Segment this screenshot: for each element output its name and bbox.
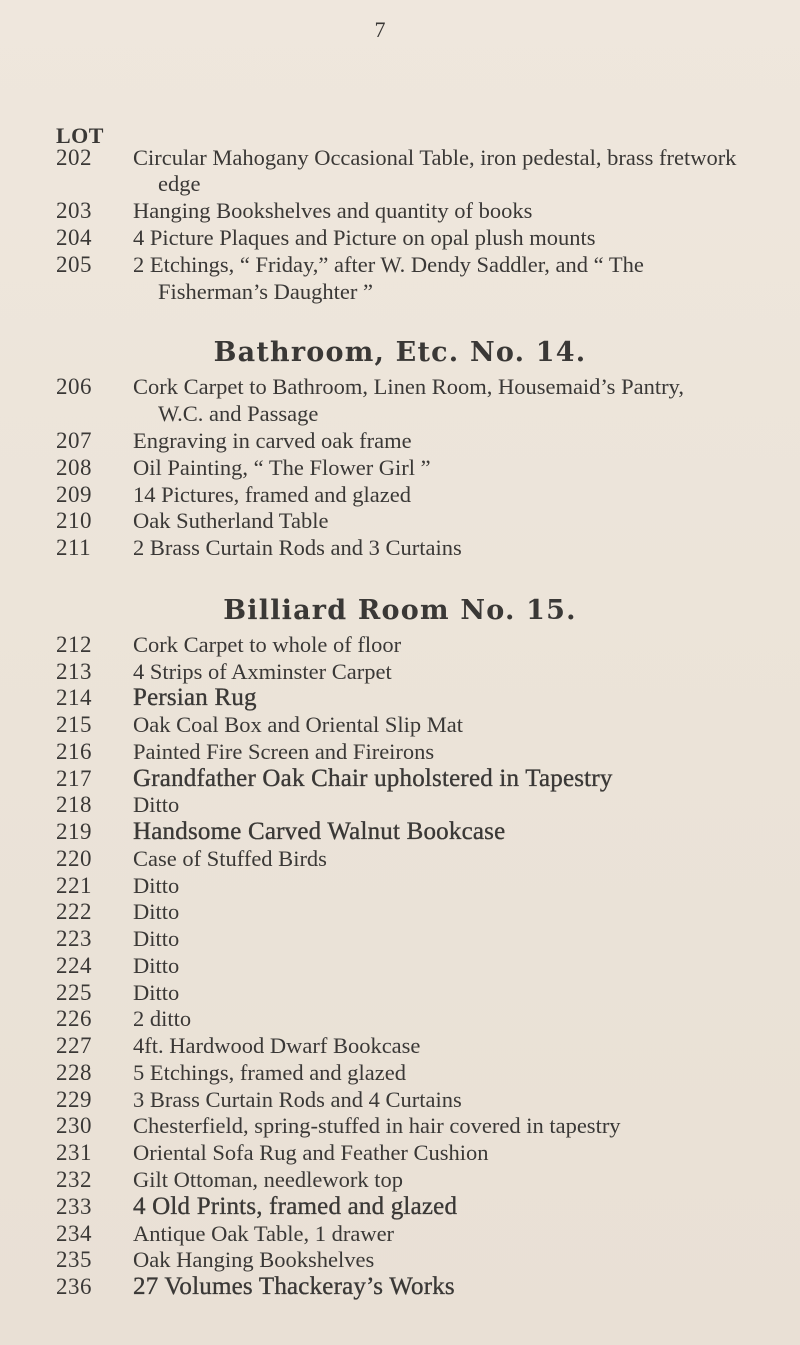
- lot-entry-continuation: [0, 171, 800, 197]
- lot-description: Cork Carpet to whole of floor: [133, 632, 402, 657]
- lot-description: Ditto: [133, 953, 180, 978]
- lot-description-continuation: Fisherman’s Daughter ”: [158, 279, 373, 304]
- lot-description: Cork Carpet to Bathroom, Linen Room, Housemaid’s Pantry,: [133, 374, 684, 399]
- lot-description: Oriental Sofa Rug and Feather Cushion: [133, 1140, 489, 1165]
- lot-description: Handsome Carved Walnut Bookcase: [133, 818, 506, 845]
- lot-entry: [0, 819, 800, 845]
- lot-entry: [0, 1087, 800, 1113]
- lot-entry: [0, 1060, 800, 1086]
- lot-entry: [0, 846, 800, 872]
- lot-number: 203: [56, 198, 92, 223]
- lot-description: 4 Picture Plaques and Picture on opal plush mounts: [133, 225, 596, 250]
- lot-number: 207: [56, 428, 92, 453]
- lot-number: 210: [56, 508, 92, 533]
- lot-entry: [0, 1167, 800, 1193]
- lot-description: Chesterfield, spring-stuffed in hair covered in tapestry: [133, 1113, 621, 1138]
- lot-description: Engraving in carved oak frame: [133, 428, 412, 453]
- lot-entry: [0, 926, 800, 952]
- lot-description: Ditto: [133, 980, 180, 1005]
- lot-entry: [0, 659, 800, 685]
- lot-description: 4 Strips of Axminster Carpet: [133, 659, 392, 684]
- lot-number: 224: [56, 953, 92, 978]
- lot-number: 236: [56, 1274, 92, 1299]
- lot-entry: [0, 980, 800, 1006]
- lot-entry: [0, 145, 800, 171]
- lot-number: 233: [56, 1194, 92, 1219]
- lot-number: 205: [56, 252, 92, 277]
- lot-entry: [0, 225, 800, 251]
- lot-entry: [0, 455, 800, 481]
- lot-entry: [0, 712, 800, 738]
- lot-entry: [0, 428, 800, 454]
- lot-entry: [0, 1221, 800, 1247]
- lot-number: 206: [56, 374, 92, 399]
- lot-number: 235: [56, 1247, 92, 1272]
- lot-number: 204: [56, 225, 92, 250]
- lot-description: Case of Stuffed Birds: [133, 846, 327, 871]
- lot-number: 226: [56, 1006, 92, 1031]
- lot-entry: [0, 1140, 800, 1166]
- lot-number: 212: [56, 632, 92, 657]
- lot-number: 229: [56, 1087, 92, 1112]
- lot-description: Painted Fire Screen and Fireirons: [133, 739, 435, 764]
- lot-description: Persian Rug: [133, 684, 257, 711]
- lot-description: Gilt Ottoman, needlework top: [133, 1167, 403, 1192]
- lot-entry: [0, 535, 800, 561]
- lot-number: 228: [56, 1060, 92, 1085]
- section-heading-billiard-room: Billiard Room No. 15.: [223, 595, 577, 626]
- lot-description: Antique Oak Table, 1 drawer: [133, 1221, 395, 1246]
- lot-number: 232: [56, 1167, 92, 1192]
- lot-number: 225: [56, 980, 92, 1005]
- lot-entry: [0, 252, 800, 278]
- lot-description: 27 Volumes Thackeray’s Works: [133, 1273, 455, 1300]
- lot-number: 218: [56, 792, 92, 817]
- lot-number: 223: [56, 926, 92, 951]
- lot-description: 4ft. Hardwood Dwarf Bookcase: [133, 1033, 421, 1058]
- lot-description: 3 Brass Curtain Rods and 4 Curtains: [133, 1087, 462, 1112]
- lot-entry: [0, 1274, 800, 1300]
- lot-entry: [0, 1247, 800, 1273]
- lot-number: 221: [56, 873, 92, 898]
- lot-description-continuation: W.C. and Passage: [158, 401, 319, 426]
- lot-description-continuation: edge: [158, 171, 201, 196]
- lot-entry: [0, 1033, 800, 1059]
- lot-entry: [0, 1194, 800, 1220]
- lot-entry: [0, 632, 800, 658]
- section-heading-bathroom: Bathroom, Etc. No. 14.: [213, 337, 587, 368]
- lot-number: 230: [56, 1113, 92, 1138]
- lot-number: 208: [56, 455, 92, 480]
- lot-number: 219: [56, 819, 92, 844]
- lot-number: 211: [56, 535, 92, 560]
- lot-entry: [0, 482, 800, 508]
- lot-description: Oak Sutherland Table: [133, 508, 329, 533]
- page-number: 7: [374, 17, 386, 42]
- lot-column-header: LOT: [56, 123, 104, 148]
- lot-description: Oak Hanging Bookshelves: [133, 1247, 375, 1272]
- lot-number: 220: [56, 846, 92, 871]
- lot-entry-continuation: [0, 279, 800, 305]
- lot-description: Ditto: [133, 792, 180, 817]
- lot-number: 215: [56, 712, 92, 737]
- lot-entry-continuation: [0, 401, 800, 427]
- lot-number: 222: [56, 899, 92, 924]
- lot-description: 4 Old Prints, framed and glazed: [133, 1193, 458, 1220]
- lot-description: 14 Pictures, framed and glazed: [133, 482, 412, 507]
- lot-number: 234: [56, 1221, 92, 1246]
- lot-description: Oil Painting, “ The Flower Girl ”: [133, 455, 431, 480]
- lot-number: 213: [56, 659, 92, 684]
- lot-description: Grandfather Oak Chair upholstered in Tapestry: [133, 765, 613, 792]
- lot-entry: [0, 198, 800, 224]
- lot-entry: [0, 953, 800, 979]
- lot-description: 2 Brass Curtain Rods and 3 Curtains: [133, 535, 462, 560]
- lot-number: 202: [56, 145, 92, 170]
- lot-number: 214: [56, 685, 92, 710]
- lot-entry: [0, 374, 800, 400]
- lot-number: 231: [56, 1140, 92, 1165]
- lot-description: Ditto: [133, 926, 180, 951]
- lot-number: 216: [56, 739, 92, 764]
- lot-description: 2 ditto: [133, 1006, 192, 1031]
- lot-entry: [0, 873, 800, 899]
- lot-number: 209: [56, 482, 92, 507]
- lot-entry: [0, 508, 800, 534]
- lot-number: 227: [56, 1033, 92, 1058]
- lot-number: 217: [56, 766, 92, 791]
- lot-entry: [0, 1006, 800, 1032]
- lot-entry: [0, 739, 800, 765]
- lot-description: Hanging Bookshelves and quantity of books: [133, 198, 533, 223]
- lot-entry: [0, 766, 800, 792]
- lot-description: Ditto: [133, 899, 180, 924]
- lot-description: Ditto: [133, 873, 180, 898]
- lot-entry: [0, 792, 800, 818]
- lot-entry: [0, 685, 800, 711]
- lot-description: 2 Etchings, “ Friday,” after W. Dendy Saddler, and “ The: [133, 252, 644, 277]
- lot-entry: [0, 1113, 800, 1139]
- lot-description: Circular Mahogany Occasional Table, iron pedestal, brass fretwork: [133, 145, 737, 170]
- lot-entry: [0, 899, 800, 925]
- lot-description: Oak Coal Box and Oriental Slip Mat: [133, 712, 463, 737]
- lot-description: 5 Etchings, framed and glazed: [133, 1060, 407, 1085]
